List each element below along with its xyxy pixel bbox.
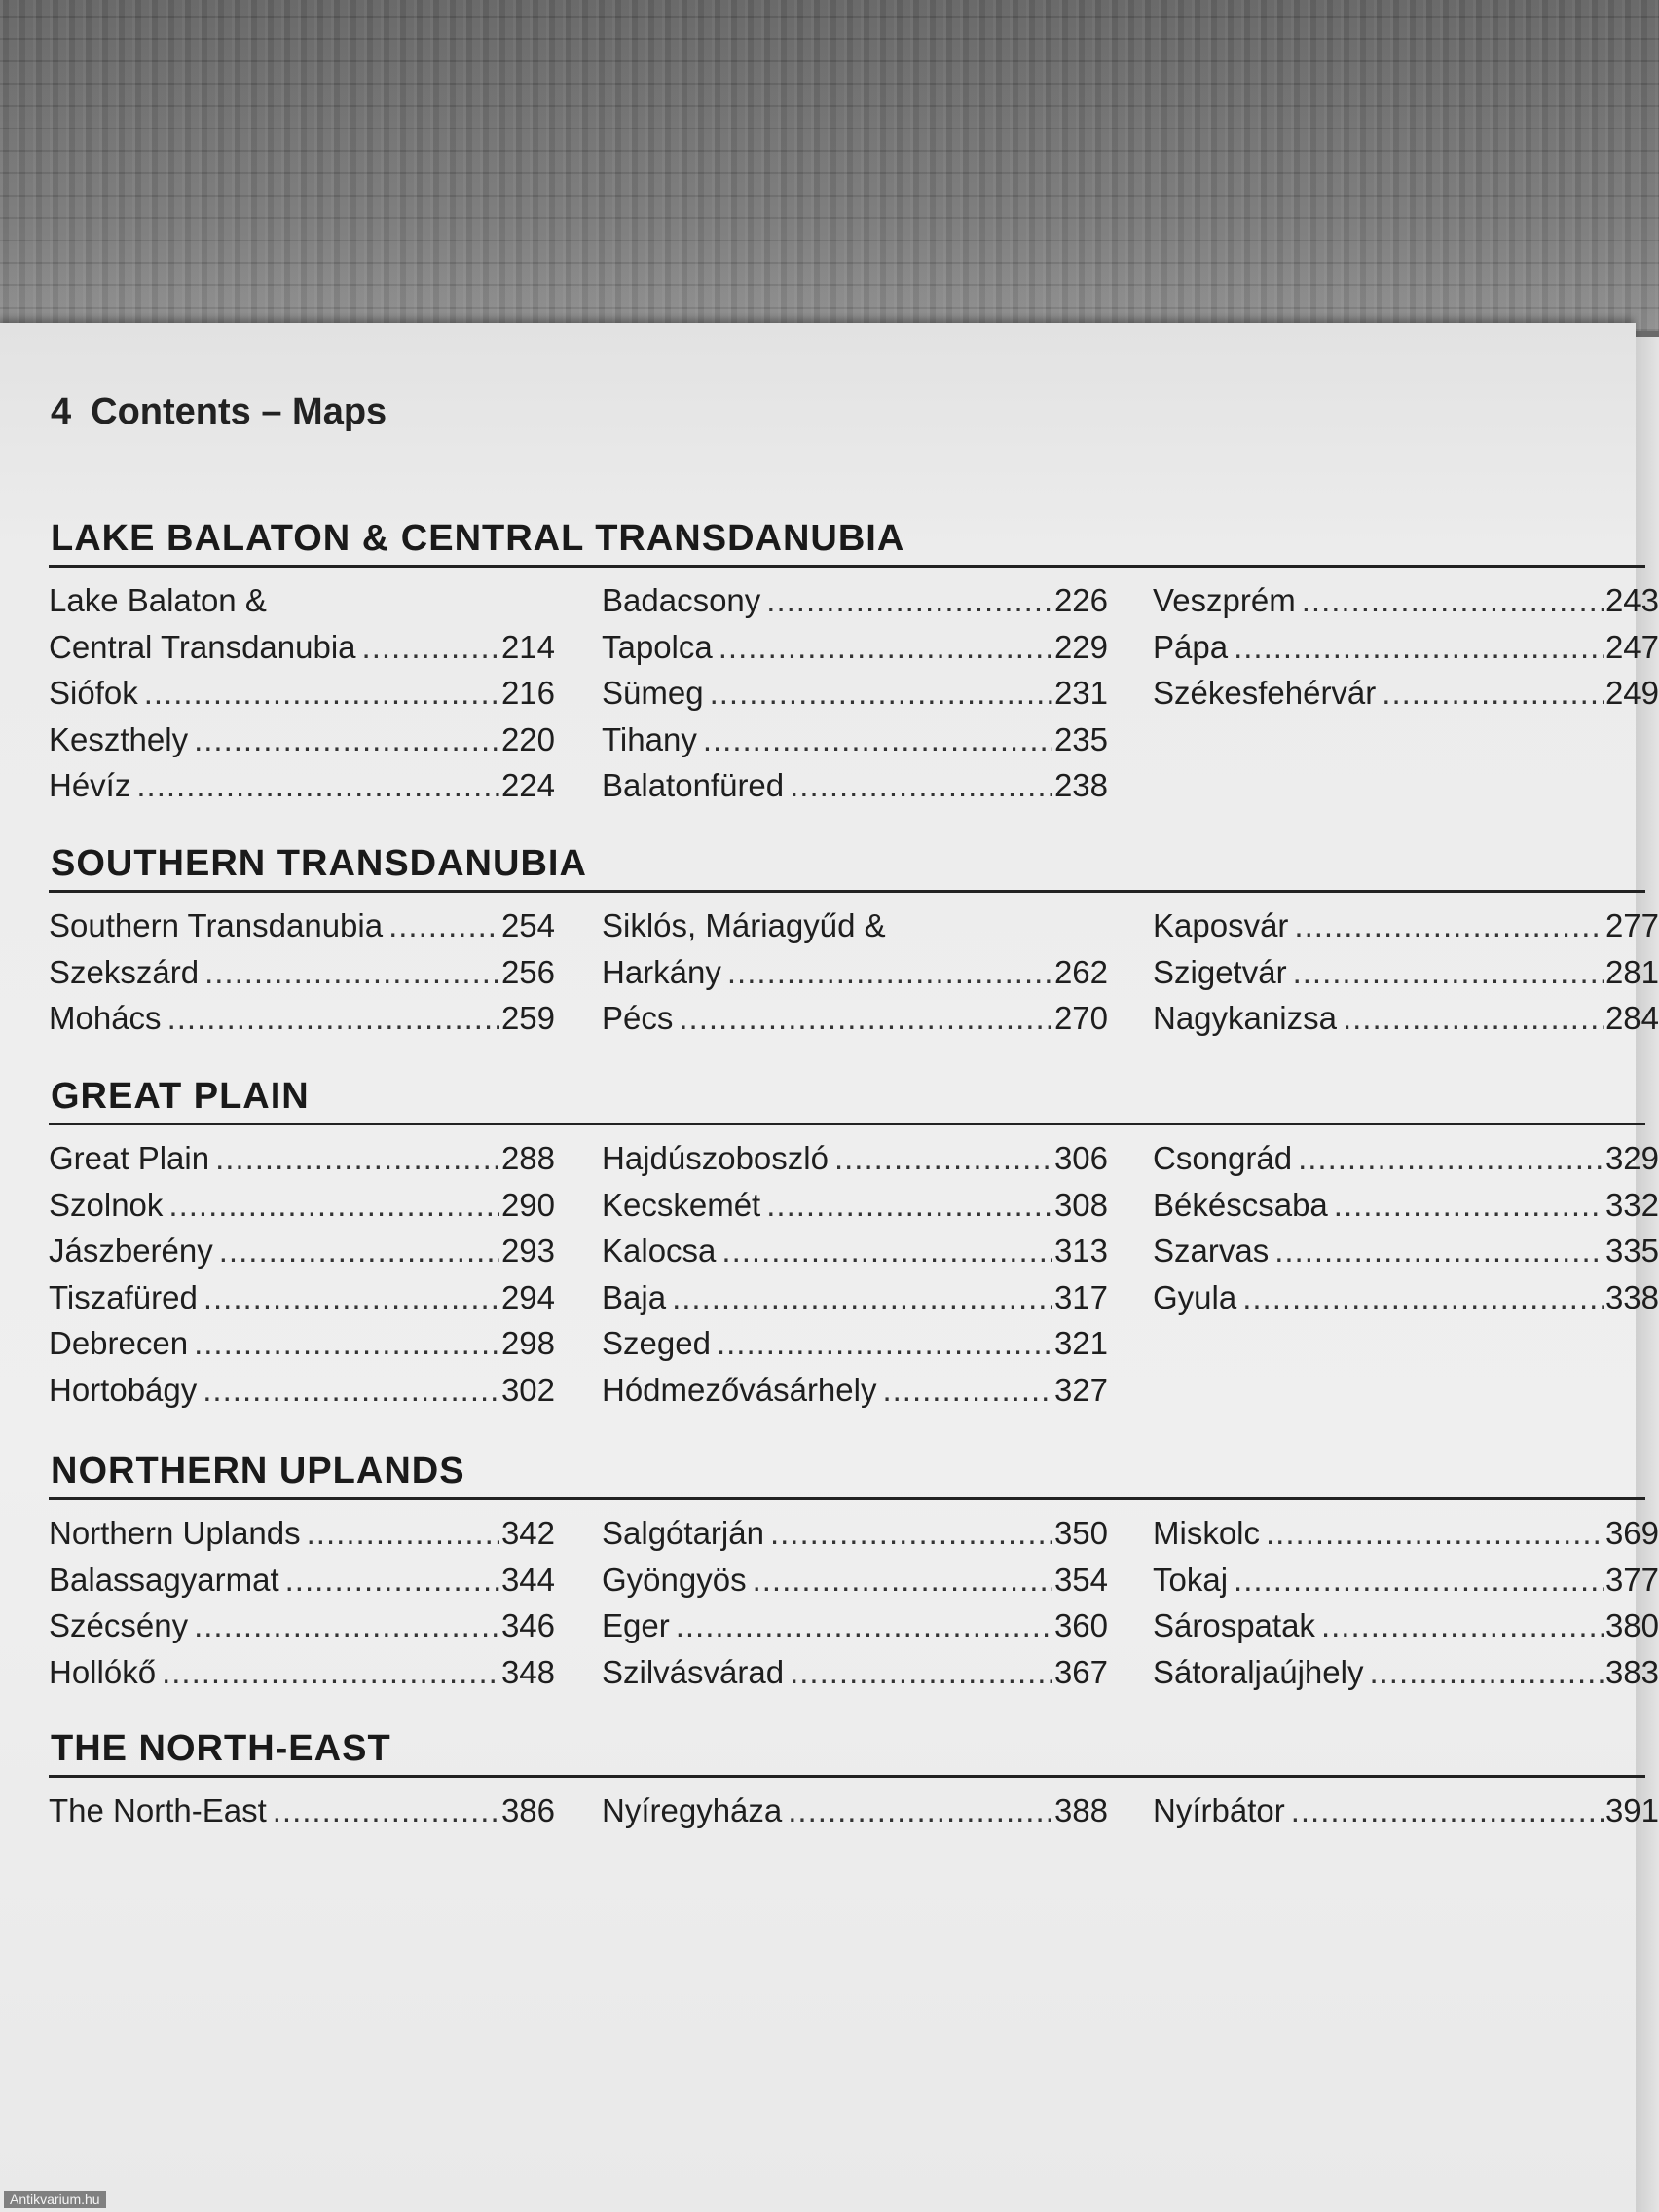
dot-leader <box>753 1557 1052 1604</box>
dot-leader <box>1369 1649 1603 1696</box>
entry-name: Hódmezővásárhely <box>602 1371 877 1408</box>
entry-column <box>1153 577 1659 717</box>
toc-entry <box>1153 949 1659 996</box>
entry-name: Sátoraljaújhely <box>1153 1653 1364 1690</box>
entry-name: Tiszafüred <box>49 1278 198 1315</box>
dot-leader <box>144 670 499 717</box>
entry-name: Miskolc <box>1153 1515 1261 1551</box>
toc-entry <box>602 1135 1108 1182</box>
dot-leader <box>790 762 1052 809</box>
dot-leader <box>788 1788 1052 1834</box>
toc-entry <box>49 1135 555 1182</box>
entry-name: Debrecen <box>49 1325 189 1361</box>
entry-name: Békéscsaba <box>1153 1186 1328 1223</box>
toc-entry <box>1153 903 1659 949</box>
entry-name: Siklós, Máriagyűd & <box>602 907 886 943</box>
entry-page-number: 249 <box>1604 675 1659 711</box>
dot-leader <box>679 995 1052 1042</box>
entry-page-number: 224 <box>500 767 555 803</box>
entry-name: Szilvásvárad <box>602 1653 785 1690</box>
entry-page-number: 247 <box>1604 628 1659 665</box>
dot-leader <box>1294 903 1604 949</box>
entry-name: Tihany <box>602 720 697 757</box>
entry-page-number: 348 <box>500 1653 555 1690</box>
entry-page-number: 220 <box>500 720 555 757</box>
entry-name: Keszthely <box>49 720 189 757</box>
entry-name: Szarvas <box>1153 1233 1270 1269</box>
entry-name: Kaposvár <box>1153 907 1289 943</box>
desk-surface <box>0 0 1659 331</box>
entry-name: Siófok <box>49 675 138 711</box>
toc-entry <box>49 1603 555 1649</box>
dot-leader <box>204 949 499 996</box>
toc-entry <box>49 717 555 763</box>
toc-entry <box>602 1788 1108 1834</box>
toc-entry <box>1153 1135 1659 1182</box>
toc-entry <box>1153 624 1659 671</box>
dot-leader <box>1234 1557 1604 1604</box>
entry-name: Gyula <box>1153 1278 1237 1315</box>
section-rule <box>49 1497 1645 1500</box>
entry-page-number: 298 <box>500 1325 555 1361</box>
dot-leader <box>1293 949 1604 996</box>
toc-entry <box>49 995 555 1042</box>
entry-page-number: 350 <box>1053 1515 1108 1551</box>
entry-page-number: 386 <box>500 1792 555 1828</box>
entry-name: Baja <box>602 1278 667 1315</box>
entry-page-number: 259 <box>500 1000 555 1036</box>
toc-entry <box>49 1182 555 1229</box>
dot-leader <box>1242 1274 1604 1321</box>
toc-entry <box>1153 1649 1659 1696</box>
entry-name: Nagykanizsa <box>1153 1000 1337 1036</box>
entry-page-number: 367 <box>1053 1653 1108 1690</box>
section-title: THE NORTH-EAST <box>51 1728 391 1769</box>
entry-name: Central Transdanubia <box>49 628 356 665</box>
entry-name: The North-East <box>49 1792 267 1828</box>
entry-page-number: 293 <box>500 1233 555 1269</box>
entry-name: Hollókő <box>49 1653 157 1690</box>
entry-page-number: 313 <box>1053 1233 1108 1269</box>
dot-leader <box>1302 577 1604 624</box>
entry-name: Szeged <box>602 1325 711 1361</box>
toc-entry <box>602 1228 1108 1274</box>
entry-name: Balatonfüred <box>602 767 785 803</box>
dot-leader <box>362 624 499 671</box>
entry-page-number: 256 <box>500 953 555 990</box>
entry-name: Southern Transdanubia <box>49 907 384 943</box>
toc-entry <box>49 577 555 624</box>
entry-name: Szolnok <box>49 1186 164 1223</box>
entry-name: Pápa <box>1153 628 1229 665</box>
entry-column <box>602 903 1108 1042</box>
entry-page-number: 294 <box>500 1278 555 1315</box>
section <box>49 841 1659 1036</box>
entry-name: Veszprém <box>1153 582 1296 618</box>
dot-leader <box>834 1135 1052 1182</box>
dot-leader <box>1321 1603 1604 1649</box>
toc-entry <box>49 903 555 949</box>
dot-leader <box>194 717 499 763</box>
dot-leader <box>719 624 1052 671</box>
entry-page-number: 335 <box>1604 1233 1659 1269</box>
entry-name: Pécs <box>602 1000 674 1036</box>
entry-page-number: 235 <box>1053 720 1108 757</box>
toc-entry <box>49 1510 555 1557</box>
entry-name: Nyíregyháza <box>602 1792 783 1828</box>
toc-entry <box>1153 995 1659 1042</box>
entry-column <box>602 1788 1108 1834</box>
entry-name: Sárospatak <box>1153 1607 1315 1643</box>
toc-entry <box>49 624 555 671</box>
section-rule <box>49 565 1645 568</box>
entry-column <box>602 1510 1108 1695</box>
dot-leader <box>1234 624 1604 671</box>
toc-entry <box>602 995 1108 1042</box>
toc-entry <box>49 1228 555 1274</box>
dot-leader <box>703 717 1052 763</box>
toc-entry <box>49 1320 555 1367</box>
entry-page-number: 332 <box>1604 1186 1659 1223</box>
entry-page-number: 338 <box>1604 1278 1659 1315</box>
entry-page-number: 254 <box>500 907 555 943</box>
dot-leader <box>388 903 499 949</box>
entry-column <box>49 903 555 1042</box>
dot-leader <box>167 995 499 1042</box>
toc-entry <box>602 1320 1108 1367</box>
entry-name: Jászberény <box>49 1233 213 1269</box>
entry-page-number: 380 <box>1604 1607 1659 1643</box>
toc-entry <box>602 624 1108 671</box>
dot-leader <box>1291 1788 1604 1834</box>
entry-page-number: 290 <box>500 1186 555 1223</box>
dot-leader <box>1274 1228 1604 1274</box>
toc-entry <box>49 1788 555 1834</box>
dot-leader <box>307 1510 499 1557</box>
entry-column <box>602 577 1108 809</box>
dot-leader <box>882 1367 1051 1414</box>
toc-entry <box>602 903 1108 949</box>
toc-entry <box>602 670 1108 717</box>
toc-entry <box>602 717 1108 763</box>
entry-page-number: 284 <box>1604 1000 1659 1036</box>
dot-leader <box>1334 1182 1604 1229</box>
dot-leader <box>1266 1510 1604 1557</box>
entry-name: Kecskemét <box>602 1186 761 1223</box>
toc-entry <box>49 1557 555 1604</box>
entry-name: Salgótarján <box>602 1515 764 1551</box>
dot-leader <box>194 1320 499 1367</box>
dot-leader <box>203 1367 499 1414</box>
dot-leader <box>219 1228 499 1274</box>
toc-entry <box>1153 1788 1659 1834</box>
toc-entry <box>602 1274 1108 1321</box>
toc-entry <box>602 1510 1108 1557</box>
toc-entry <box>49 1274 555 1321</box>
entry-column <box>1153 903 1659 1042</box>
entry-page-number: 231 <box>1053 675 1108 711</box>
section <box>49 1726 1659 1828</box>
entry-name: Balassagyarmat <box>49 1561 279 1598</box>
entry-page-number: 327 <box>1053 1371 1108 1408</box>
section-title: GREAT PLAIN <box>51 1076 310 1117</box>
entry-name: Tapolca <box>602 628 713 665</box>
entry-name: Hajdúszoboszló <box>602 1140 829 1176</box>
dot-leader <box>168 1182 499 1229</box>
entry-name: Hévíz <box>49 767 131 803</box>
entry-name: Lake Balaton & <box>49 582 267 618</box>
entry-page-number: 238 <box>1053 767 1108 803</box>
entry-page-number: 281 <box>1604 953 1659 990</box>
dot-leader <box>770 1510 1052 1557</box>
toc-entry <box>1153 1603 1659 1649</box>
toc-entry <box>602 577 1108 624</box>
dot-leader <box>162 1649 499 1696</box>
entry-name: Hortobágy <box>49 1371 198 1408</box>
toc-entry <box>602 1182 1108 1229</box>
watermark: Antikvarium.hu <box>4 2191 106 2208</box>
section-rule <box>49 890 1645 893</box>
dot-leader <box>717 1320 1052 1367</box>
toc-entry <box>602 949 1108 996</box>
entry-page-number: 288 <box>500 1140 555 1176</box>
entry-name: Kalocsa <box>602 1233 717 1269</box>
entry-page-number: 391 <box>1604 1792 1659 1828</box>
dot-leader <box>766 577 1052 624</box>
entry-page-number: 214 <box>500 628 555 665</box>
toc-entry <box>1153 1274 1659 1321</box>
entry-name: Nyírbátor <box>1153 1792 1285 1828</box>
section <box>49 1074 1659 1408</box>
entry-page-number: 346 <box>500 1607 555 1643</box>
entry-name: Szigetvár <box>1153 953 1287 990</box>
entry-page-number: 383 <box>1604 1653 1659 1690</box>
toc-entry <box>49 762 555 809</box>
entry-page-number: 369 <box>1604 1515 1659 1551</box>
section-title: NORTHERN UPLANDS <box>51 1451 465 1492</box>
dot-leader <box>1343 995 1604 1042</box>
toc-entry <box>1153 577 1659 624</box>
toc-entry <box>49 1649 555 1696</box>
section-title: LAKE BALATON & CENTRAL TRANSDANUBIA <box>51 518 905 559</box>
entry-name: Eger <box>602 1607 670 1643</box>
entry-page-number: 226 <box>1053 582 1108 618</box>
entry-name: Sümeg <box>602 675 704 711</box>
toc-entry <box>1153 1557 1659 1604</box>
entry-name: Northern Uplands <box>49 1515 301 1551</box>
dot-leader <box>273 1788 499 1834</box>
toc-entry <box>1153 670 1659 717</box>
entry-name: Mohács <box>49 1000 162 1036</box>
section-title: SOUTHERN TRANSDANUBIA <box>51 843 587 884</box>
entry-page-number: 308 <box>1053 1186 1108 1223</box>
section <box>49 516 1659 803</box>
dot-leader <box>672 1274 1052 1321</box>
toc-entry <box>602 762 1108 809</box>
dot-leader <box>203 1274 499 1321</box>
entry-column <box>49 1788 555 1834</box>
entry-page-number: 229 <box>1053 628 1108 665</box>
entry-page-number: 321 <box>1053 1325 1108 1361</box>
page-title: Contents – Maps <box>91 391 387 432</box>
entry-page-number: 344 <box>500 1561 555 1598</box>
entry-name: Gyöngyös <box>602 1561 747 1598</box>
entry-column <box>1153 1788 1659 1834</box>
entry-page-number: 377 <box>1604 1561 1659 1598</box>
entry-column <box>49 577 555 809</box>
entry-page-number: 329 <box>1604 1140 1659 1176</box>
dot-leader <box>215 1135 499 1182</box>
dot-leader <box>676 1603 1052 1649</box>
entry-name: Székesfehérvár <box>1153 675 1377 711</box>
entry-page-number: 270 <box>1053 1000 1108 1036</box>
toc-entry <box>49 949 555 996</box>
page-number: 4 <box>51 391 72 432</box>
entry-column <box>602 1135 1108 1413</box>
section-rule <box>49 1123 1645 1125</box>
dot-leader <box>1382 670 1604 717</box>
dot-leader <box>194 1603 499 1649</box>
dot-leader <box>727 949 1052 996</box>
entry-page-number: 243 <box>1604 582 1659 618</box>
toc-entry <box>49 670 555 717</box>
entry-name: Great Plain <box>49 1140 210 1176</box>
toc-entry <box>1153 1510 1659 1557</box>
entry-name: Tokaj <box>1153 1561 1229 1598</box>
entry-page-number: 388 <box>1053 1792 1108 1828</box>
entry-page-number: 306 <box>1053 1140 1108 1176</box>
toc-entry <box>602 1603 1108 1649</box>
entry-page-number: 342 <box>500 1515 555 1551</box>
entry-page-number: 317 <box>1053 1278 1108 1315</box>
running-head <box>51 391 387 433</box>
toc-entry <box>602 1367 1108 1414</box>
dot-leader <box>285 1557 499 1604</box>
entry-page-number: 216 <box>500 675 555 711</box>
entry-column <box>49 1510 555 1695</box>
entry-page-number: 360 <box>1053 1607 1108 1643</box>
entry-page-number: 354 <box>1053 1561 1108 1598</box>
entry-page-number: 262 <box>1053 953 1108 990</box>
dot-leader <box>1298 1135 1604 1182</box>
toc-entry <box>49 1367 555 1414</box>
entry-column <box>1153 1135 1659 1320</box>
section-rule <box>49 1775 1645 1778</box>
dot-leader <box>790 1649 1052 1696</box>
entry-column <box>1153 1510 1659 1695</box>
entry-column <box>49 1135 555 1413</box>
toc-entry <box>602 1557 1108 1604</box>
entry-name: Harkány <box>602 953 721 990</box>
dot-leader <box>136 762 499 809</box>
toc-entry <box>1153 1182 1659 1229</box>
dot-leader <box>710 670 1052 717</box>
toc-entry <box>602 1649 1108 1696</box>
dot-leader <box>766 1182 1052 1229</box>
entry-name: Csongrád <box>1153 1140 1293 1176</box>
entry-page-number: 302 <box>500 1371 555 1408</box>
toc-entry <box>1153 1228 1659 1274</box>
section <box>49 1449 1659 1690</box>
entry-name: Szekszárd <box>49 953 200 990</box>
entry-name: Badacsony <box>602 582 761 618</box>
entry-page-number: 277 <box>1604 907 1659 943</box>
entry-name: Szécsény <box>49 1607 189 1643</box>
dot-leader <box>721 1228 1052 1274</box>
